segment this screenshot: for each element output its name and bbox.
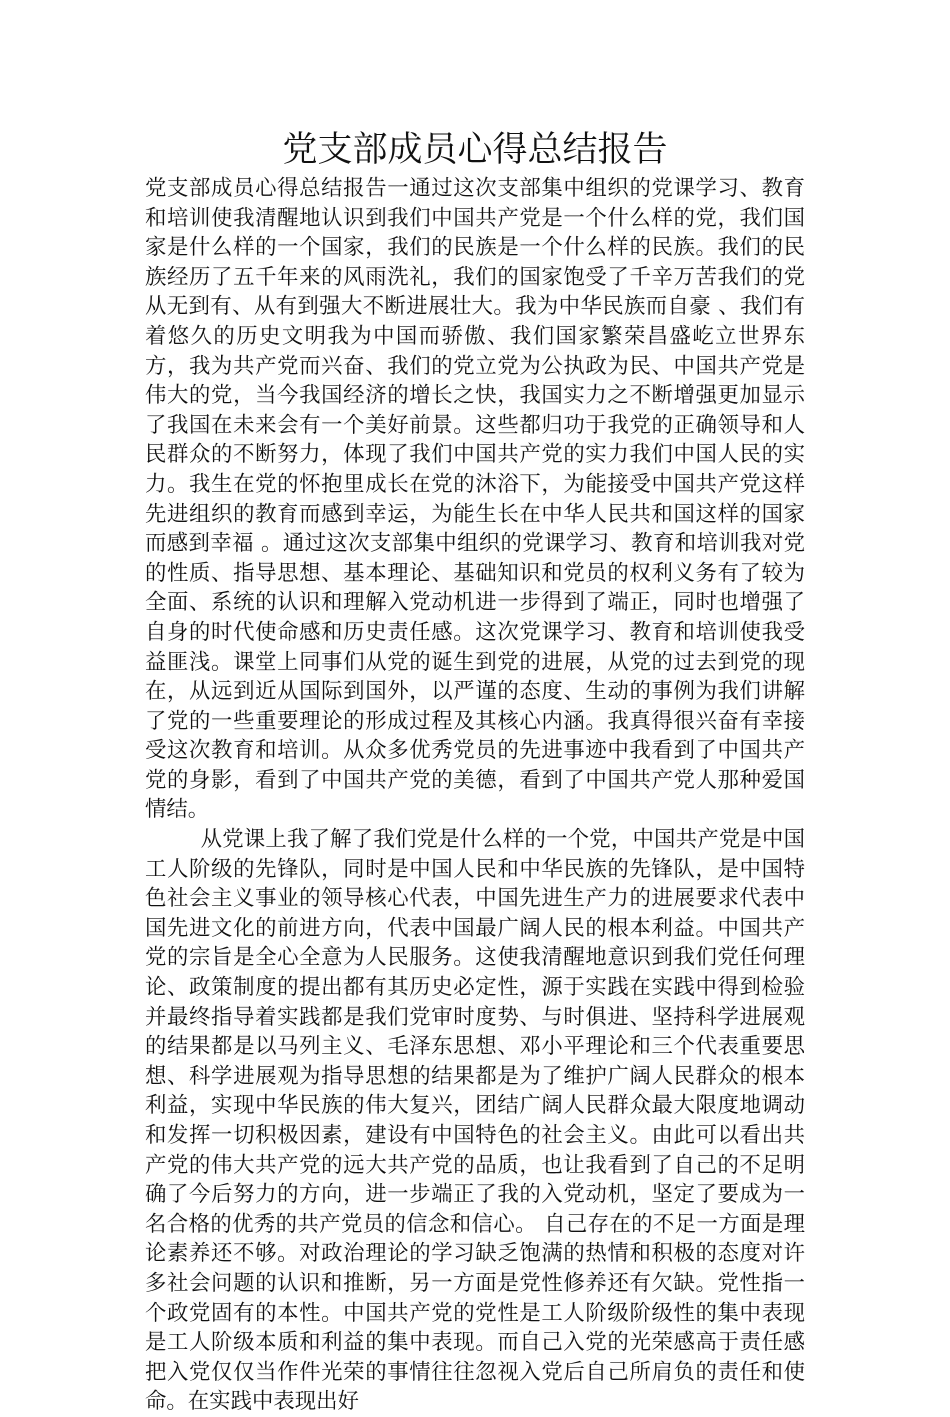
document-body <box>145 174 805 1417</box>
paragraph-1: 党支部成员心得总结报告一通过这次支部集中组织的党课学习、教育和培训使我清醒地认识到我们中国共产党是一个什么样的党，我们国家是什么样的一个国家，我们的民族是一个什么样的民族。我们的民族经历了五千年来的风雨洗礼，我们的国家饱受了千辛万苦我们的党从无到有、从有到强大不断进展壮大。我为中华民族而自豪 、我们有着悠久的历史文明我为中国而骄傲、我们国家繁荣昌盛屹立世界东方，我为共产党而兴奋、我们的党立党为公执政为民、中国共产党是伟大的党，当今我国经济的增长之快，我国实力之不断增强更加显示了我国在未来会有一个美好前景。这些都归功于我党的正确领导和人民群众的不断努力，体现了我们中国共产党的实力我们中国人民的实力。我生在党的怀抱里成长在党的沐浴下，为能接受中国共产党这样先进组织的教育而感到幸运，为能生长在中华人民共和国这样的国家而感到幸福 。通过这次支部集中组织的党课学习、教育和培训我对党的性质、指导思想、基本理论、基础知识和党员的权利义务有了较为全面、系统的认识和理解入党动机进一步得到了端正，同时也增强了自身的时代使命感和历史责任感。这次党课学习、教育和培训使我受益匪浅。课堂上同事们从党的诞生到党的进展，从党的过去到党的现在，从远到近从国际到国外，以严谨的态度、生动的事例为我们讲解了党的一些重要理论的形成过程及其核心内涵。我真得很兴奋有幸接受这次教育和培训。从众多优秀党员的先进事迹中我看到了中国共产党的身影，看到了中国共产党的美德，看到了中国共产党人那种爱国情结。 <box>145 176 805 823</box>
document-title: 党支部成员心得总结报告 <box>282 130 668 170</box>
paragraph-2: 从党课上我了解了我们党是什么样的一个党，中国共产党是中国工人阶级的先锋队，同时是中国人民和中华民族的先锋队，是中国特色社会主义事业的领导核心代表，中国先进生产力的进展要求代表中国先进文化的前进方向，代表中国最广阔人民的根本利益。中国共产党的宗旨是全心全意为人民服务。这使我清醒地意识到我们党任何理论、政策制度的提出都有其历史必定性，源于实践在实践中得到检验并最终指导着实践都是我们党审时度势、与时俱进、坚持科学进展观的结果都是以马列主义、毛泽东思想、邓小平理论和三个代表重要思想、科学进展观为指导思想的结果都是为了维护广阔人民群众的根本利益，实现中华民族的伟大复兴，团结广阔人民群众最大限度地调动和发挥一切积极因素，建设有中国特色的社会主义。由此可以看出共产党的伟大共产党的远大共产党的品质，也让我看到了自己的不足明确了今后努力的方向，进一步端正了我的入党动机，坚定了要成为一名合格的优秀的共产党员的信念和信心。 自己存在的不足一方面是理论素养还不够。对政治理论的学习缺乏饱满的热情和积极的态度对许多社会问题的认识和推断，另一方面是党性修养还有欠缺。党性指一个政党固有的本性。中国共产党的党性是工人阶级阶级性的集中表现是工人阶级本质和利益的集中表现。而自己入党的光荣感高于责任感把入党仅仅当作件光荣的事情往往忽视入党后自己所肩负的责任和使命。在实践中表现出好 <box>145 827 805 1415</box>
